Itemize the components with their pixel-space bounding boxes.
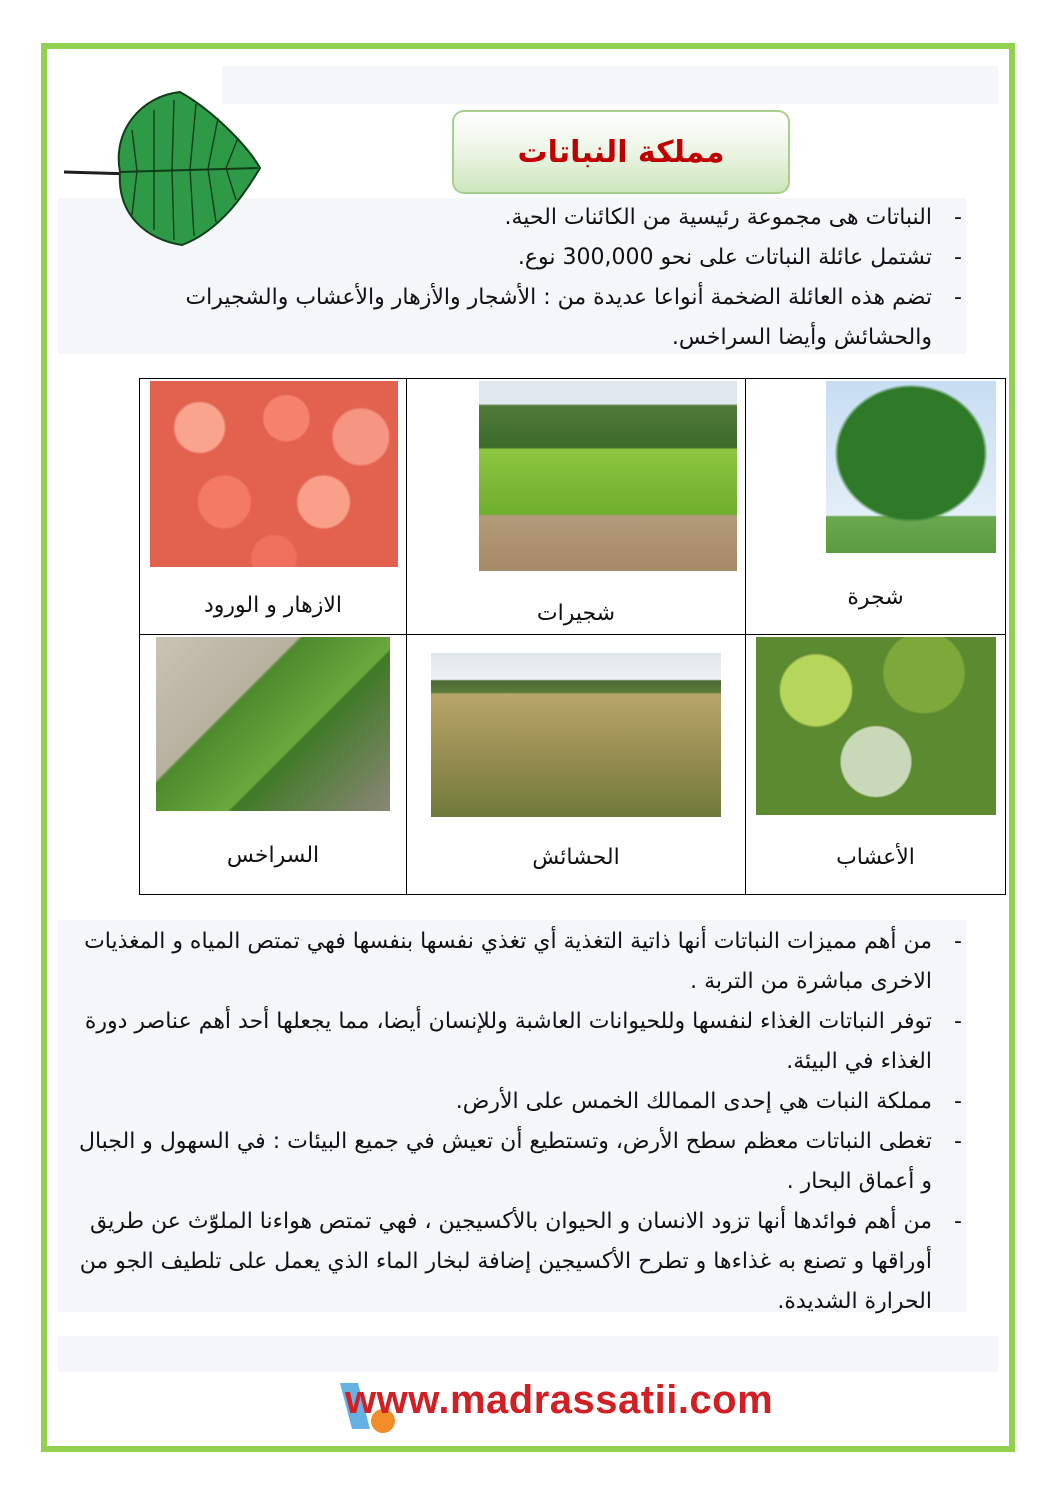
caption-tree: شجرة [847,585,904,610]
ferns-image [156,637,390,811]
facts-list [68,922,932,1322]
background-band [222,66,998,104]
cell-shrubs [407,379,746,635]
caption-ferns: السراخس [226,843,320,868]
herbs-image [756,637,996,815]
roses-image [150,381,398,567]
cell-tree [746,379,1006,635]
intro-list [180,198,932,358]
intro-item: - النباتات هى مجموعة رئيسية من الكائنات الحية. [180,198,932,238]
tree-image [826,381,996,553]
page-title: مملكة النباتات [517,134,725,170]
caption-flowers: الازهار و الورود [203,593,343,618]
fact-item: - تغطى النباتات معظم سطح الأرض، وتستطيع أن تعيش في جميع البيئات : في السهول و الجبال و أعماق البحار . [68,1122,932,1202]
shrubs-image [479,381,737,571]
fact-item: - توفر النباتات الغذاء لنفسها وللحيوانات العاشبة وللإنسان أيضا، مما يجعلها أحد أهم عناصر دورة الغذاء في البيئة. [68,1002,932,1082]
website-url[interactable]: www.madrassatii.com [345,1378,774,1422]
footer-band [58,1336,998,1372]
caption-herbs: الأعشاب [836,845,915,870]
grasses-image [431,653,721,817]
caption-grasses: الحشائش [532,845,620,870]
cell-grasses [407,635,746,895]
intro-item: - تضم هذه العائلة الضخمة أنواعا عديدة من : الأشجار والأزهار والأعشاب والشجيرات والحشائش وأيضا السراخس. [180,278,932,358]
caption-shrubs: شجيرات [536,601,616,626]
plant-types-table [139,378,1006,895]
fact-item: - من أهم مميزات النباتات أنها ذاتية التغذية أي تغذي نفسها بنفسها فهي تمتص المياه و المغذيات الاخرى مباشرة من التربة . [68,922,932,1002]
fact-item: - مملكة النبات هي إحدى الممالك الخمس على الأرض. [68,1082,932,1122]
title-box [452,110,790,194]
cell-flowers [140,379,407,635]
cell-herbs [746,635,1006,895]
intro-item: - تشتمل عائلة النباتات على نحو 300,000 نوع. [180,238,932,278]
cell-ferns [140,635,407,895]
fact-item: - من أهم فوائدها أنها تزود الانسان و الحيوان بالأكسيجين ، فهي تمتص هواءنا الملوّث عن طريق أوراقها و تصنع به غذاءها و تطرح الأكسيجين إضافة لبخار الماء الذي يعمل على تلطيف الجو من الحرارة الشديدة. [68,1202,932,1322]
